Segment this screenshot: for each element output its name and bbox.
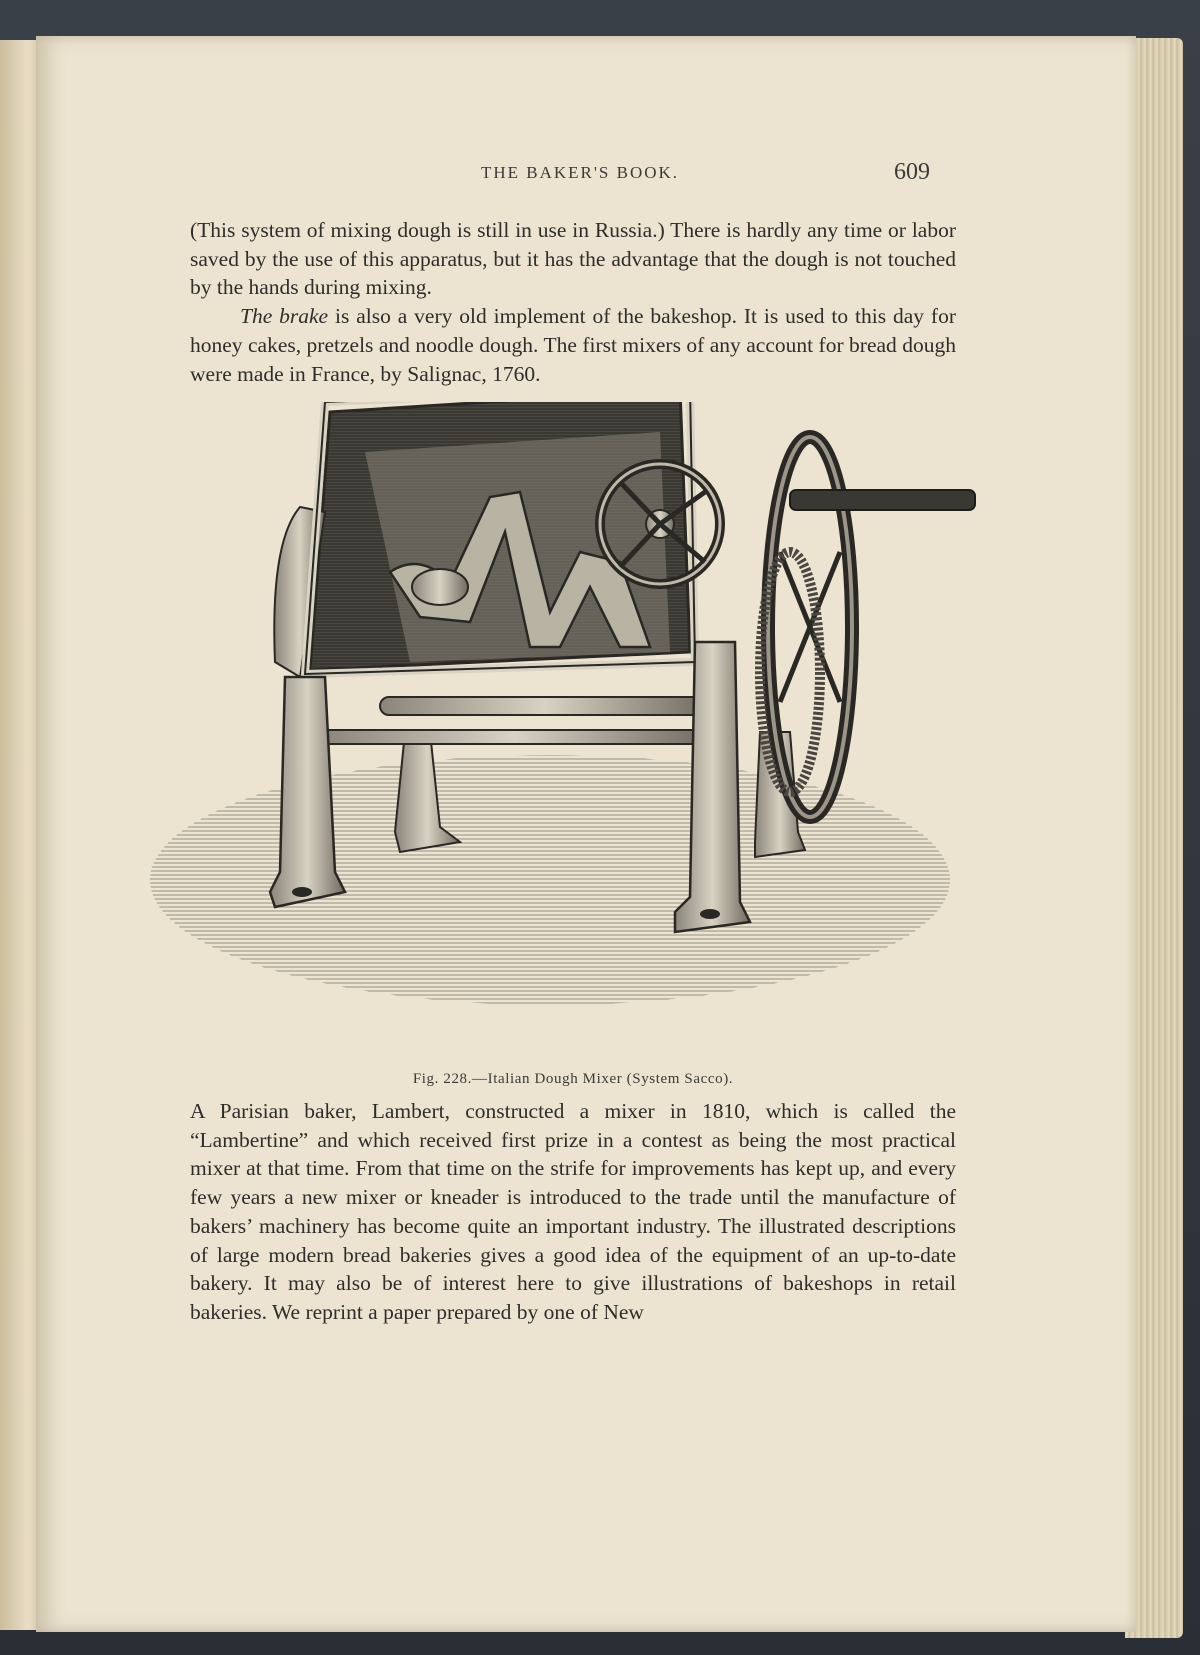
top-text-block <box>190 216 956 388</box>
running-title: THE BAKER'S BOOK. <box>480 163 680 182</box>
paragraph-3: A Parisian baker, Lambert, constructed a mixer in 1810, which is called the “Lambertine” and which received first prize in a contest as being the most practical mixer at that time. From that time on the strife for improvements has kept up, and every few years a new mixer or kneader is introduced to the trade until the manufacture of bakers’ machinery has become quite an important industry. The illustrated descriptions of large modern bread bakeries gives a good idea of the equipment of an up-to-date bakery. It may also be of interest here to give illustrations of bakeshops in retail bakeries. We reprint a paper prepared by one of New <box>190 1099 956 1324</box>
upper-rod <box>380 697 710 715</box>
page-number: 609 <box>894 159 930 185</box>
paragraph-2 <box>190 302 956 388</box>
mixer-engraving <box>150 402 1000 1062</box>
paragraph-1: (This system of mixing dough is still in use in Russia.) There is hardly any time or labor saved by the use of this apparatus, but it has the advantage that the dough is not touched by the hands during mixing. <box>190 218 956 300</box>
front-right-foot-bolt <box>700 909 720 919</box>
italic-term: The brake <box>240 304 329 329</box>
paragraph-2-rest: is also a very old implement of the bakeshop. It is used to this day for honey cakes, pretzels and noodle dough. The first mixers of any account for bread dough were made in France, by Salignac, 1760. <box>190 304 956 386</box>
running-head <box>190 159 960 193</box>
bottom-text-block <box>190 1097 956 1327</box>
front-left-foot-bolt <box>292 887 312 897</box>
crank-handle <box>790 490 975 510</box>
figure-italian-dough-mixer <box>150 402 1000 1062</box>
left-page-edge <box>0 40 40 1630</box>
lower-rod <box>320 730 710 744</box>
figure-caption: Fig. 228.—Italian Dough Mixer (System Sacco). <box>412 1071 734 1087</box>
blade-hub <box>412 569 468 605</box>
